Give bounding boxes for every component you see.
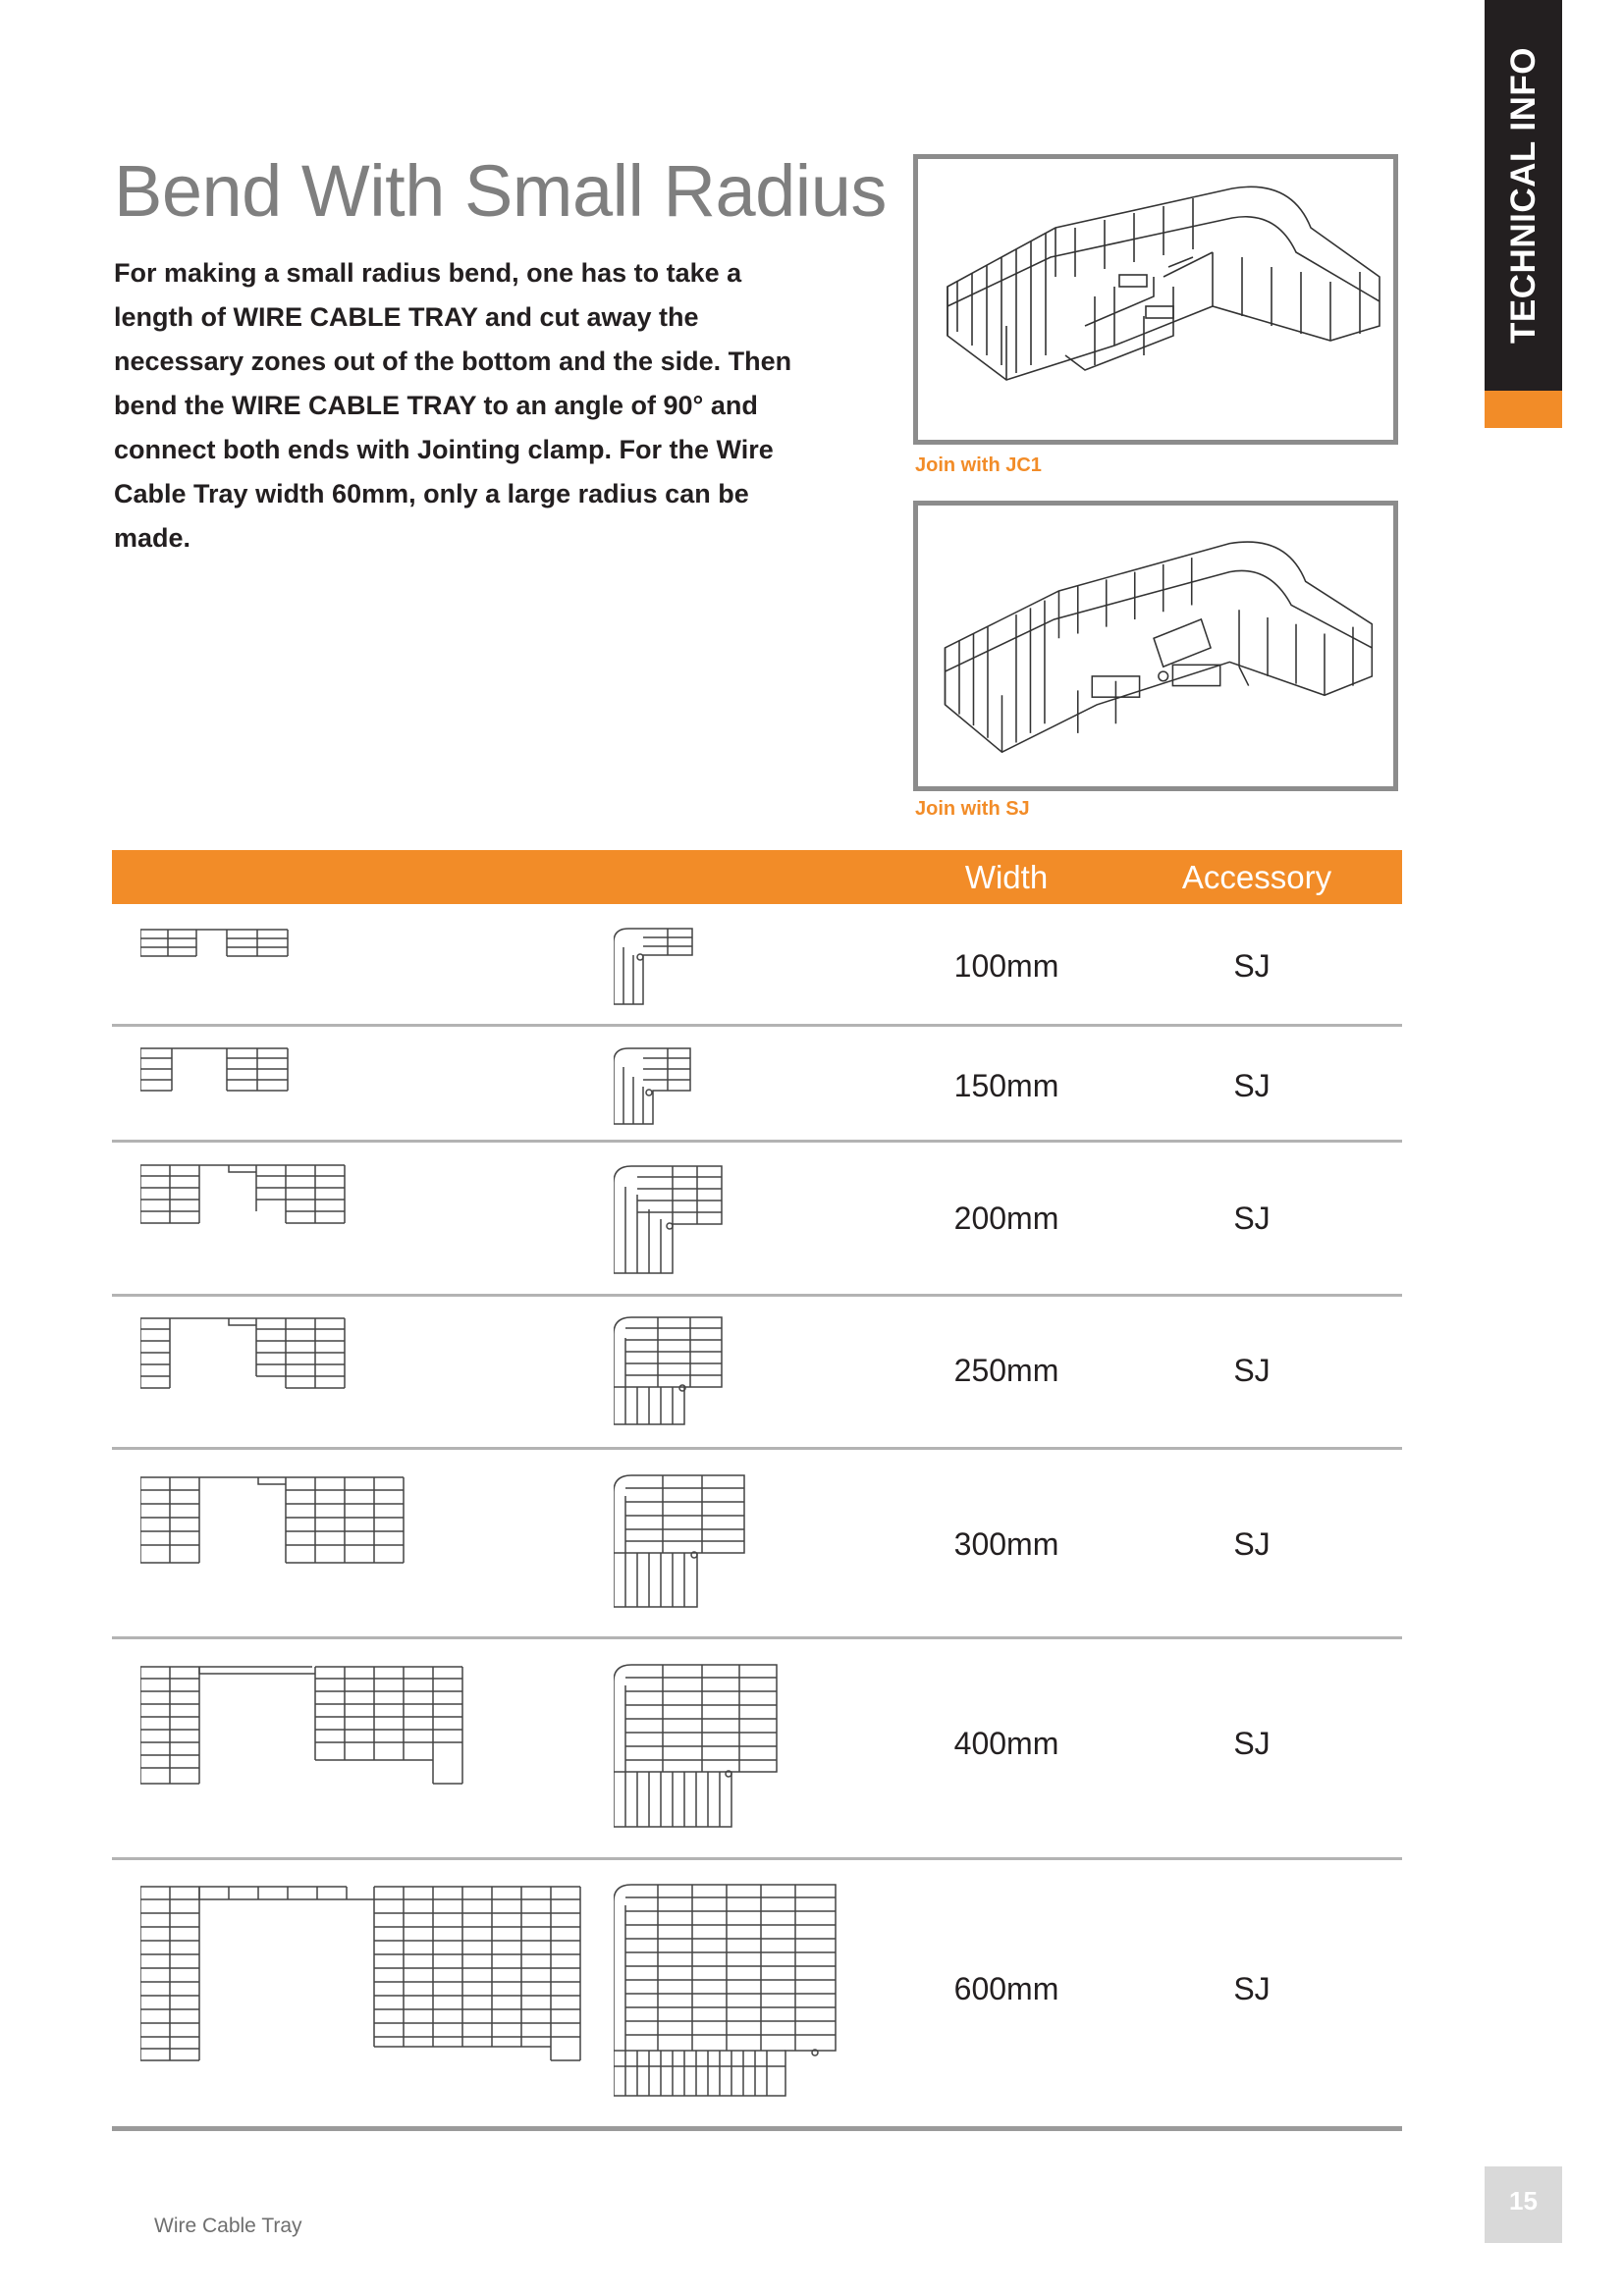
bend-drawing [614,928,694,1006]
row-accessory-cell: SJ [1233,948,1271,984]
row-accessory-cell: SJ [1233,1726,1271,1761]
page-number: 15 [1485,2166,1562,2243]
cut-pattern-drawing [140,1476,407,1565]
row-width-cell: 300mm [953,1526,1059,1562]
page-title: Bend With Small Radius [114,150,887,232]
row-accessory-cell: SJ [1233,1971,1271,2006]
column-header-width: Width [964,859,1049,895]
row-divider [112,1636,1402,1639]
row-divider [112,1140,1402,1143]
row-width-cell: 200mm [953,1201,1059,1236]
cut-pattern-drawing [140,1164,349,1225]
row-width-cell: 600mm [953,1971,1059,2006]
row-width-cell: 400mm [953,1726,1059,1761]
cut-pattern-drawing [140,1886,584,2062]
side-tab-label: TECHNICAL INFO [1503,47,1543,344]
photo-caption-jc1: Join with JC1 [915,454,1042,476]
photo-join-sj [913,501,1398,791]
row-accessory-cell: SJ [1233,1068,1271,1103]
intro-paragraph: For making a small radius bend, one has to take a length of WIRE CABLE TRAY and cut away the necessary zones out of the bottom and the side. Then bend the WIRE CABLE TRAY to an angle of 90° and connect both ends with Jointing clamp. For the Wire Cable Tray width 60mm, only a large radius can be made. [114,258,792,553]
footer-title: Wire Cable Tray [154,2215,302,2237]
bend-drawing [614,1316,724,1426]
row-divider [112,1294,1402,1297]
bend-drawing [614,1664,779,1829]
row-width-cell: 100mm [953,948,1059,984]
column-header-accessory: Accessory [1181,859,1332,895]
cut-pattern-drawing [140,929,293,958]
wire-tray-corner-jc1-icon [918,159,1393,440]
cut-pattern-drawing [140,1666,466,1786]
bend-drawing [614,1165,724,1275]
side-tab-accent [1485,391,1562,428]
bend-drawing [614,1884,838,2098]
cut-pattern-drawing [140,1047,293,1093]
row-divider [112,1024,1402,1027]
photo-join-jc1 [913,154,1398,445]
bend-drawing [614,1047,694,1126]
wire-tray-corner-sj-icon [918,506,1393,786]
row-accessory-cell: SJ [1233,1201,1271,1236]
row-width-cell: 150mm [953,1068,1059,1103]
bend-drawing [614,1474,746,1609]
photo-caption-sj: Join with SJ [915,798,1030,820]
row-accessory-cell: SJ [1233,1353,1271,1388]
row-divider [112,1447,1402,1450]
row-divider [112,1857,1402,1860]
row-accessory-cell: SJ [1233,1526,1271,1562]
row-width-cell: 250mm [953,1353,1059,1388]
table-bottom-rule [112,2126,1402,2131]
cut-pattern-drawing [140,1317,349,1390]
